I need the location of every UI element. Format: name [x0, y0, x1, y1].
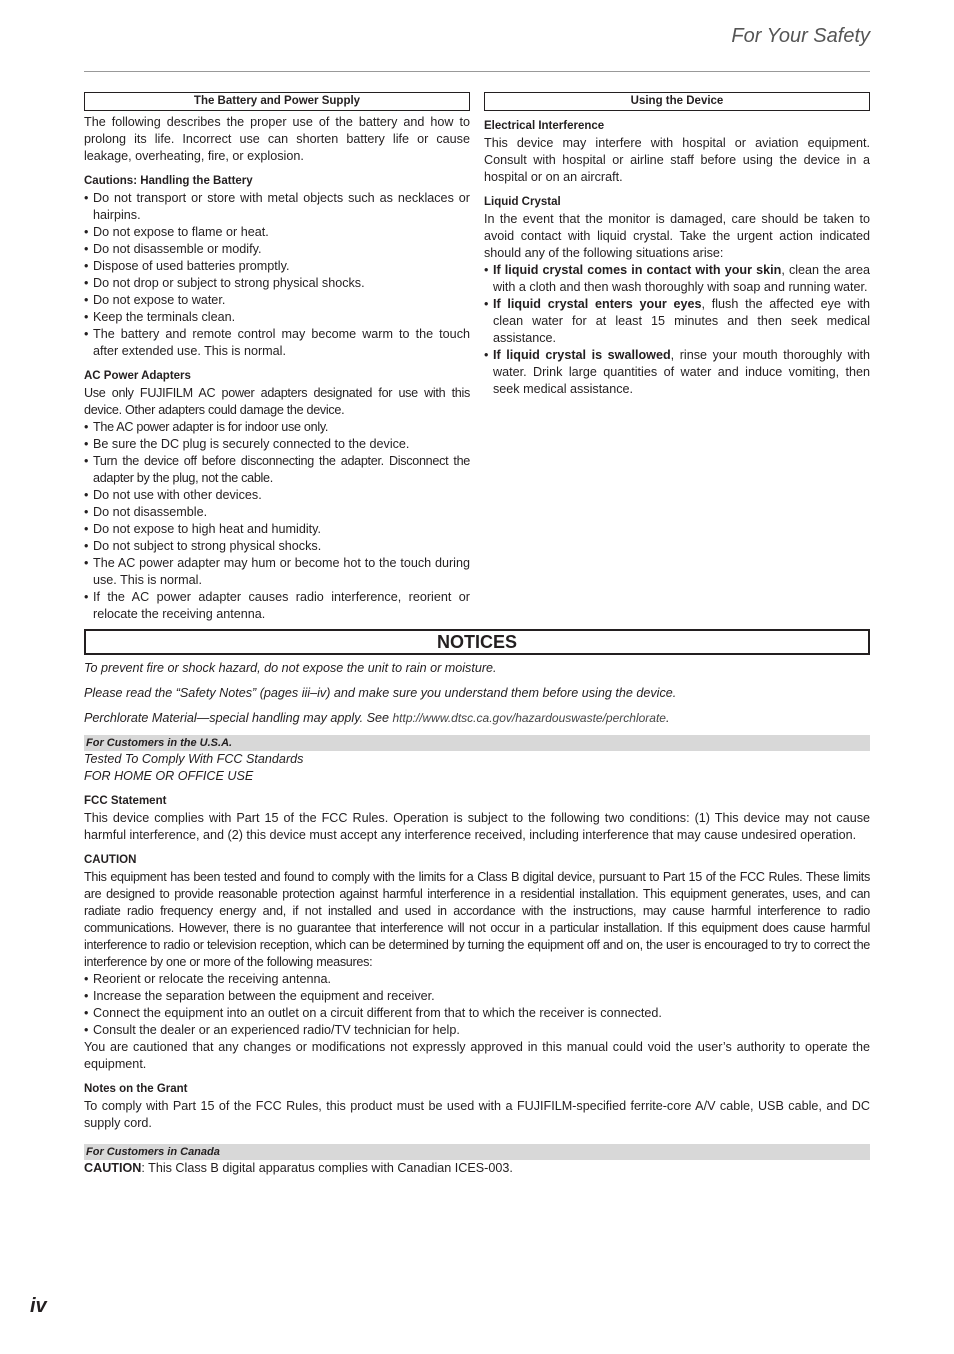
- header-divider: [84, 71, 870, 72]
- list-item: • Do not use with other devices.: [84, 487, 470, 504]
- battery-section-title: The Battery and Power Supply: [84, 92, 470, 111]
- canada-caution-text: : This Class B digital apparatus complies with Canadian ICES-003.: [141, 1161, 513, 1175]
- page-number: iv: [30, 1295, 47, 1317]
- list-item: [484, 296, 870, 347]
- list-item: • Do not expose to water.: [84, 292, 470, 309]
- list-item: • Do not drop or subject to strong physical shocks.: [84, 275, 470, 292]
- list-item: • Keep the terminals clean.: [84, 309, 470, 326]
- list-item-bold: If liquid crystal comes in contact with your skin: [493, 263, 782, 277]
- notice-line-3-end: .: [665, 711, 670, 725]
- notice-line-3: [84, 710, 870, 727]
- list-item: • Consult the dealer or an experienced radio/TV technician for help.: [84, 1022, 870, 1039]
- list-item: • The battery and remote control may become warm to the touch after extended use. This is normal.: [84, 326, 470, 360]
- canada-caution-label: CAUTION: [84, 1161, 142, 1175]
- liquid-crystal-heading: Liquid Crystal: [484, 196, 561, 208]
- ac-adapters-list: [84, 419, 470, 623]
- canada-section-bar: For Customers in Canada: [84, 1144, 870, 1160]
- battery-cautions-heading: Cautions: Handling the Battery: [84, 175, 253, 187]
- notice-line-1: To prevent fire or shock hazard, do not expose the unit to rain or moisture.: [84, 661, 497, 675]
- grant-text: To comply with Part 15 of the FCC Rules, this product must be used with a FUJIFILM-specified ferrite-core A/V cable, USB cable, and DC supply cord.: [84, 1099, 870, 1130]
- notices-section: [84, 629, 870, 1177]
- caution-list: [84, 971, 870, 1039]
- list-item-text: , clean the area with a cloth and then wash thoroughly with soap and running water.: [493, 263, 871, 294]
- battery-section: [84, 92, 470, 623]
- list-item: • If the AC power adapter causes radio interference, reorient or relocate the receiving antenna.: [84, 589, 470, 623]
- notice-line-3-text: Perchlorate Material—special handling may apply. See: [84, 711, 393, 725]
- list-item: • Do not transport or store with metal objects such as necklaces or hairpins.: [84, 190, 470, 224]
- list-item: [484, 262, 870, 296]
- ac-adapters-intro: Use only FUJIFILM AC power adapters designated for use with this device. Other adapters could damage the device.: [84, 386, 470, 417]
- usa-line-2: FOR HOME OR OFFICE USE: [84, 769, 254, 783]
- battery-intro: The following describes the proper use of the battery and how to prolong its life. Incorrect use can shorten battery life or cause leakage, overheating, fire, or explosion.: [84, 115, 470, 163]
- caution-heading: CAUTION: [84, 854, 137, 866]
- list-item: • Do not expose to flame or heat.: [84, 224, 470, 241]
- list-item: • Dispose of used batteries promptly.: [84, 258, 470, 275]
- list-item: • Do not subject to strong physical shocks.: [84, 538, 470, 555]
- fcc-statement-heading: FCC Statement: [84, 795, 167, 807]
- list-item: • The AC power adapter may hum or become hot to the touch during use. This is normal.: [84, 555, 470, 589]
- canada-caution: [84, 1160, 870, 1177]
- list-item: • Do not disassemble or modify.: [84, 241, 470, 258]
- list-item: [484, 347, 870, 398]
- perchlorate-link[interactable]: http://www.dtsc.ca.gov/hazardouswaste/perchlorate: [392, 711, 666, 725]
- list-item: • Reorient or relocate the receiving antenna.: [84, 971, 870, 988]
- device-section-title: Using the Device: [484, 92, 870, 111]
- list-item: • Do not expose to high heat and humidity.: [84, 521, 470, 538]
- list-item: • The AC power adapter is for indoor use only.: [84, 419, 470, 436]
- list-item-bold: If liquid crystal is swallowed: [493, 348, 671, 362]
- usa-section-bar: For Customers in the U.S.A.: [84, 735, 870, 751]
- electrical-interference-text: This device may interfere with hospital or aviation equipment. Consult with hospital or airline staff before using the device in a hospital or on an aircraft.: [484, 136, 870, 184]
- notice-line-2: Please read the “Safety Notes” (pages iii–iv) and make sure you understand them before using the device.: [84, 686, 677, 700]
- grant-heading: Notes on the Grant: [84, 1083, 188, 1095]
- liquid-crystal-list: [484, 262, 870, 398]
- battery-cautions-list: [84, 190, 470, 360]
- list-item: • Be sure the DC plug is securely connected to the device.: [84, 436, 470, 453]
- caution-tail: You are cautioned that any changes or modifications not expressly approved in this manual could void the user’s authority to operate the equipment.: [84, 1040, 870, 1071]
- list-item-text: , flush the affected eye with clean water for at least 15 minutes and then seek medical assistance.: [493, 297, 870, 345]
- device-section: [484, 92, 870, 398]
- list-item: • Connect the equipment into an outlet on a circuit different from that to which the receiver is connected.: [84, 1005, 870, 1022]
- liquid-crystal-text: In the event that the monitor is damaged, care should be taken to avoid contact with liquid crystal. Take the urgent action indicated should any of the following situations arise:: [484, 212, 870, 260]
- ac-adapters-heading: AC Power Adapters: [84, 370, 191, 382]
- notices-title: NOTICES: [84, 629, 870, 655]
- page-header-title: For Your Safety: [731, 25, 870, 47]
- list-item: • Do not disassemble.: [84, 504, 470, 521]
- list-item: • Increase the separation between the equipment and receiver.: [84, 988, 870, 1005]
- electrical-interference-heading: Electrical Interference: [484, 120, 605, 132]
- list-item: • Turn the device off before disconnecting the adapter. Disconnect the adapter by the plug, not the cable.: [84, 453, 470, 487]
- caution-text: This equipment has been tested and found to comply with the limits for a Class B digital device, pursuant to Part 15 of the FCC Rules. These limits are designed to provide reasonable protection against harmful interference in a residential installation. This equipment generates, uses, and can radiate radio frequency energy and, if not installed and used in accordance with the instructions, may cause harmful interference to radio communications. However, there is no guarantee that interference will not occur in a particular installation. If this equipment does cause harmful interference to radio or television reception, which can be determined by turning the equipment off and on, the user is encouraged to try to correct the interference by one or more of the following measures:: [84, 870, 870, 969]
- list-item-bold: If liquid crystal enters your eyes: [493, 297, 702, 311]
- usa-line-1: Tested To Comply With FCC Standards: [84, 752, 304, 766]
- list-item-text: , rinse your mouth thoroughly with water. Drink large quantities of water and induce vomiting, then seek medical assistance.: [493, 348, 871, 396]
- fcc-statement-text: This device complies with Part 15 of the FCC Rules. Operation is subject to the following two conditions: (1) This device may not cause harmful interference, and (2) this device must accept any interference received, including interference that may cause undesired operation.: [84, 811, 870, 842]
